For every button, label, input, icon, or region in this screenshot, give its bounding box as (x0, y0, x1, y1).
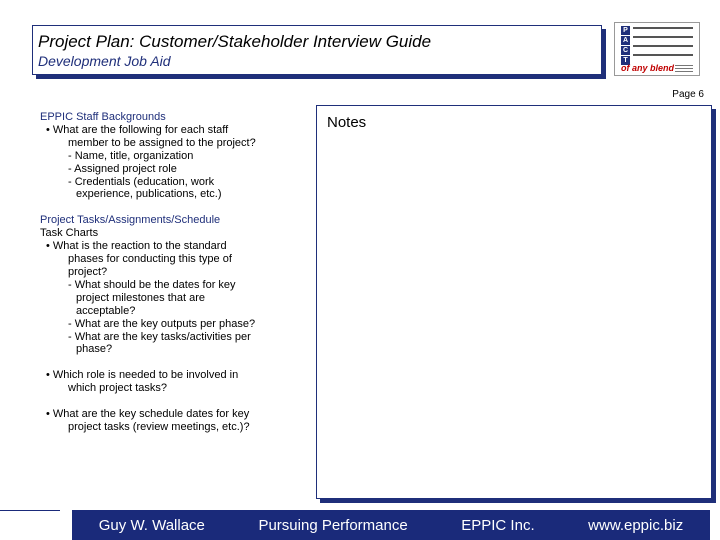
bullet-item-cont: project tasks (review meetings, etc.)? (68, 421, 250, 434)
sub-item-cont: project milestones that are (76, 291, 206, 304)
bullet-item: • What are the following for each staff (46, 123, 229, 136)
sub-item-cont: phase? (76, 343, 113, 356)
header-box (32, 25, 602, 75)
bullet-item: • Which role is needed to be involved in (46, 369, 239, 382)
page-title: Project Plan: Customer/Stakeholder Interview Guide (38, 32, 432, 51)
page-number: Page 6 (672, 89, 704, 100)
sub-item: - What are the key outputs per phase? (68, 317, 256, 330)
sub-item: - Credentials (education, work (68, 175, 215, 188)
bullet-item: • What is the reaction to the standard (46, 240, 227, 253)
logo-fine-print (675, 65, 693, 74)
footer-author: Guy W. Wallace (98, 516, 205, 534)
pact-logo (614, 22, 700, 76)
notes-title: Notes (327, 114, 367, 131)
sub-item-cont: experience, publications, etc.) (76, 188, 222, 201)
footer-tagline: Pursuing Performance (258, 516, 408, 534)
bullet-item: • What are the key schedule dates for key (46, 408, 250, 421)
section-subheading: Task Charts (40, 227, 99, 240)
logo-letter-p: P (621, 26, 630, 35)
section-heading-staff: EPPIC Staff Backgrounds (40, 111, 166, 123)
footer-url[interactable]: www.eppic.biz (588, 516, 684, 534)
interview-questions (40, 111, 310, 434)
section-heading-tasks: Project Tasks/Assignments/Schedule (40, 214, 221, 227)
bullet-item-cont: project? (68, 265, 108, 278)
footer-company: EPPIC Inc. (461, 516, 535, 534)
logo-tagline: of any blend (621, 63, 675, 73)
sub-item: - Assigned project role (68, 162, 177, 175)
bullet-item-cont: phases for conducting this type of (68, 253, 232, 266)
sub-item-cont: acceptable? (76, 304, 136, 317)
sub-item: - What should be the dates for key (68, 278, 236, 291)
footer-rule (0, 510, 60, 511)
sub-item: - Name, title, organization (68, 149, 194, 162)
logo-letter-c: C (622, 47, 629, 54)
logo-letter-t: T (621, 56, 630, 65)
sub-item: - What are the key tasks/activities per (68, 330, 251, 343)
logo-letter-a: A (622, 37, 629, 44)
bullet-item-cont: member to be assigned to the project? (68, 136, 256, 149)
bullet-item-cont: which project tasks? (68, 382, 168, 395)
footer-bar (72, 510, 710, 540)
notes-panel[interactable] (316, 105, 712, 499)
logo-text-lines (633, 27, 693, 63)
logo-letters (621, 26, 630, 66)
page-subtitle: Development Job Aid (38, 53, 171, 69)
